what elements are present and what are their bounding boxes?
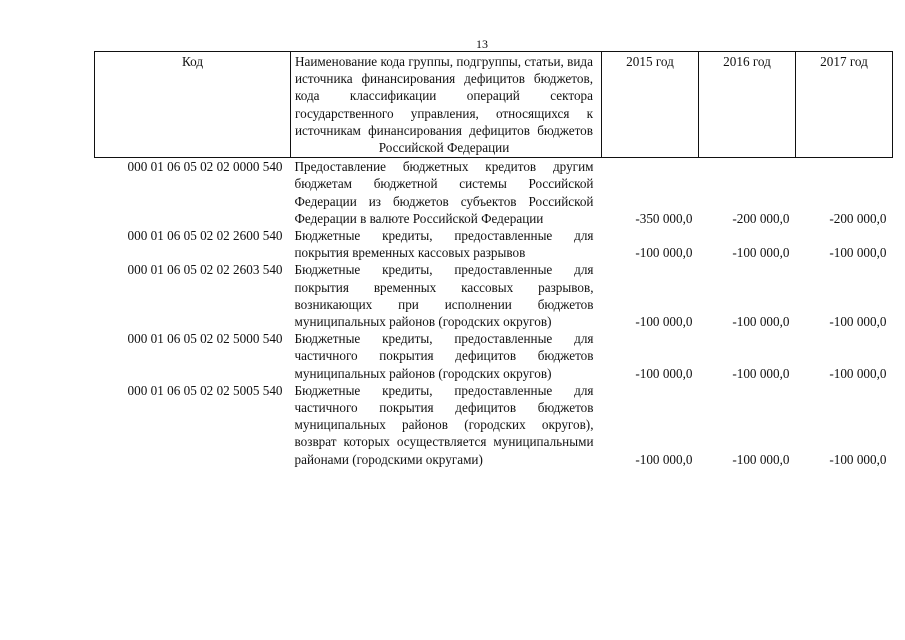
row-code: 000 01 06 05 02 02 5000 540: [127, 331, 283, 347]
table-body: [95, 158, 893, 468]
row-value-2016: -100 000,0: [732, 245, 790, 261]
row-value-2017: -100 000,0: [829, 314, 887, 330]
row-value-2015: -350 000,0: [635, 210, 693, 226]
table-row: [95, 158, 893, 227]
header-code: Код: [95, 52, 291, 158]
table-header: [95, 52, 893, 158]
row-code: 000 01 06 05 02 02 5005 540: [127, 382, 283, 398]
row-value-2017: -100 000,0: [829, 365, 887, 381]
row-value-2015: -100 000,0: [635, 365, 693, 381]
row-code: 000 01 06 05 02 02 2603 540: [127, 262, 283, 278]
row-value-2016: -100 000,0: [732, 451, 790, 467]
header-year-2016: 2016 год: [699, 52, 796, 158]
row-name: Предоставление бюджетных кредитов другим бюджетам бюджетной системы Российской Федерации из бюджетов субъектов Российской Федерации в валюте Российской Федерации: [294, 159, 594, 226]
table-row: [95, 261, 893, 330]
row-name: Бюджетные кредиты, предоставленные для покрытия временных кассовых разрывов: [294, 228, 594, 261]
row-name: Бюджетные кредиты, предоставленные для частичного покрытия дефицитов бюджетов муниципальных районов (городских округов): [294, 331, 594, 381]
row-value-2016: -200 000,0: [732, 210, 790, 226]
row-value-2015: -100 000,0: [635, 245, 693, 261]
row-value-2016: -100 000,0: [732, 365, 790, 381]
table-row: [95, 330, 893, 382]
row-value-2017: -200 000,0: [829, 210, 887, 226]
row-value-2017: -100 000,0: [829, 451, 887, 467]
header-name: Наименование кода группы, подгруппы, статьи, вида источника финансирования дефицитов бюджетов, кода классификации операций сектора государственного управления, относящихся к источникам финансирования дефицитов бюджетов Российской Федерации: [291, 52, 602, 158]
header-year-2015: 2015 год: [602, 52, 699, 158]
table-row: [95, 227, 893, 261]
row-value-2015: -100 000,0: [635, 314, 693, 330]
row-code: 000 01 06 05 02 02 2600 540: [127, 228, 283, 244]
row-code: 000 01 06 05 02 02 0000 540: [127, 159, 283, 175]
header-year-2017: 2017 год: [796, 52, 893, 158]
row-name: Бюджетные кредиты, предоставленные для покрытия временных кассовых разрывов, возникающих при исполнении бюджетов муниципальных районов (городских округов): [294, 262, 594, 330]
row-value-2017: -100 000,0: [829, 245, 887, 261]
page-number: 13: [476, 37, 488, 51]
row-value-2016: -100 000,0: [732, 314, 790, 330]
row-name: Бюджетные кредиты, предоставленные для частичного покрытия дефицитов бюджетов муниципальных районов (городских округов), возврат которых осуществляется муниципальными районами (городскими округами): [294, 382, 594, 467]
budget-sources-table: [94, 51, 893, 468]
header-row: [95, 52, 893, 158]
table-row: [95, 382, 893, 468]
row-value-2015: -100 000,0: [635, 451, 693, 467]
